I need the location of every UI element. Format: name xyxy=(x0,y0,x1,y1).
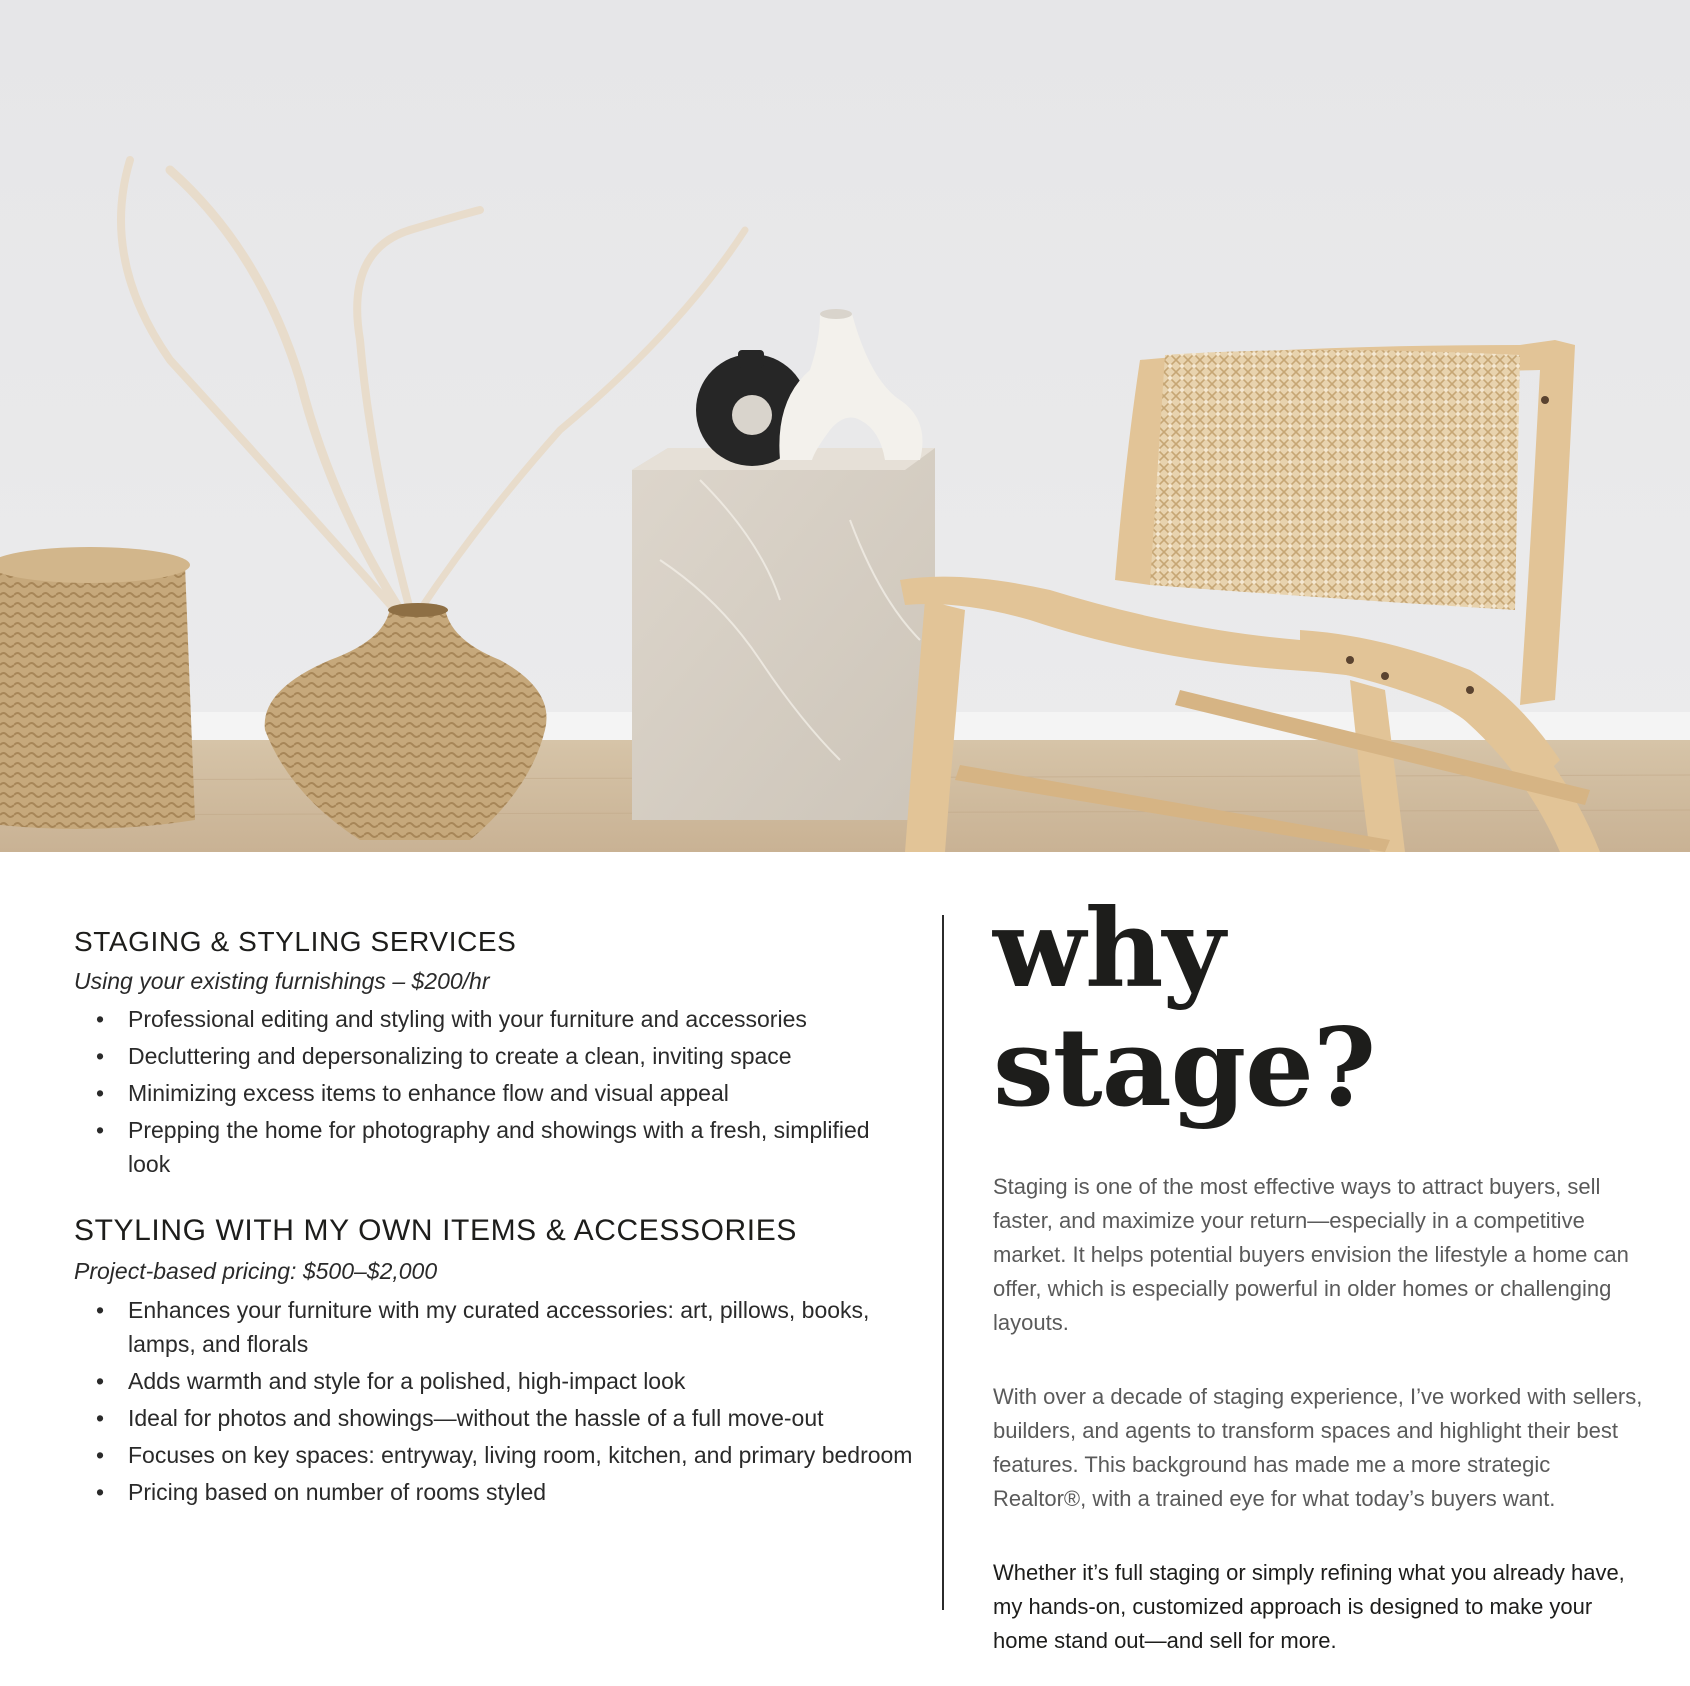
list-item: • Decluttering and depersonalizing to create a clean, inviting space xyxy=(74,1039,914,1073)
list-item: • Prepping the home for photography and showings with a fresh, simplified look xyxy=(74,1113,914,1181)
staging-services-list xyxy=(74,1002,914,1181)
bullet-icon: • xyxy=(96,1368,105,1395)
section-subtitle-hourly-rate: Using your existing furnishings – $200/hr xyxy=(74,967,490,994)
list-item: • Focuses on key spaces: entryway, living room, kitchen, and primary bedroom xyxy=(74,1438,914,1472)
why-stage-title: why stage? xyxy=(993,886,1376,1131)
paragraph-closing: Whether it’s full staging or simply refining what you already have, my hands-on, customized approach is designed to make your home stand out—and sell for more. xyxy=(993,1559,1625,1653)
paragraph-benefits: Staging is one of the most effective ways to attract buyers, sell faster, and maximize your return—especially in a competitive market. It helps potential buyers envision the lifestyle a home can offer, which is especially powerful in older homes or challenging layouts. xyxy=(993,1173,1629,1335)
bullet-icon: • xyxy=(96,1043,105,1070)
column-divider xyxy=(942,915,944,1610)
bullet-icon: • xyxy=(96,1297,105,1324)
section-title-staging-services: STAGING & STYLING SERVICES xyxy=(74,926,517,957)
services-column xyxy=(74,925,914,1512)
list-item: • Adds warmth and style for a polished, high-impact look xyxy=(74,1364,914,1398)
list-item: • Ideal for photos and showings—without the hassle of a full move-out xyxy=(74,1401,914,1435)
list-item: • Enhances your furniture with my curated accessories: art, pillows, books, lamps, and florals xyxy=(74,1293,914,1361)
marble-cube xyxy=(632,448,935,820)
list-item: • Minimizing excess items to enhance flow and visual appeal xyxy=(74,1076,914,1110)
section-subtitle-project-pricing: Project-based pricing: $500–$2,000 xyxy=(74,1258,438,1285)
why-stage-column xyxy=(993,886,1643,1658)
bullet-icon: • xyxy=(96,1117,105,1144)
section-title-own-items: STYLING WITH MY OWN ITEMS & ACCESSORIES xyxy=(74,1214,797,1248)
bullet-icon: • xyxy=(96,1479,105,1506)
bullet-icon: • xyxy=(96,1080,105,1107)
own-items-list xyxy=(74,1293,914,1509)
bullet-icon: • xyxy=(96,1006,105,1033)
list-item: • Pricing based on number of rooms styled xyxy=(74,1475,914,1509)
bullet-icon: • xyxy=(96,1442,105,1469)
list-item: • Professional editing and styling with your furniture and accessories xyxy=(74,1002,914,1036)
paragraph-experience: With over a decade of staging experience, I’ve worked with sellers, builders, and agents to transform spaces and highlight their best features. This background has made me a more strategic Realtor®, with a trained eye for what today’s buyers want. xyxy=(993,1383,1643,1511)
bullet-icon: • xyxy=(96,1405,105,1432)
wicker-pouf xyxy=(0,547,195,829)
